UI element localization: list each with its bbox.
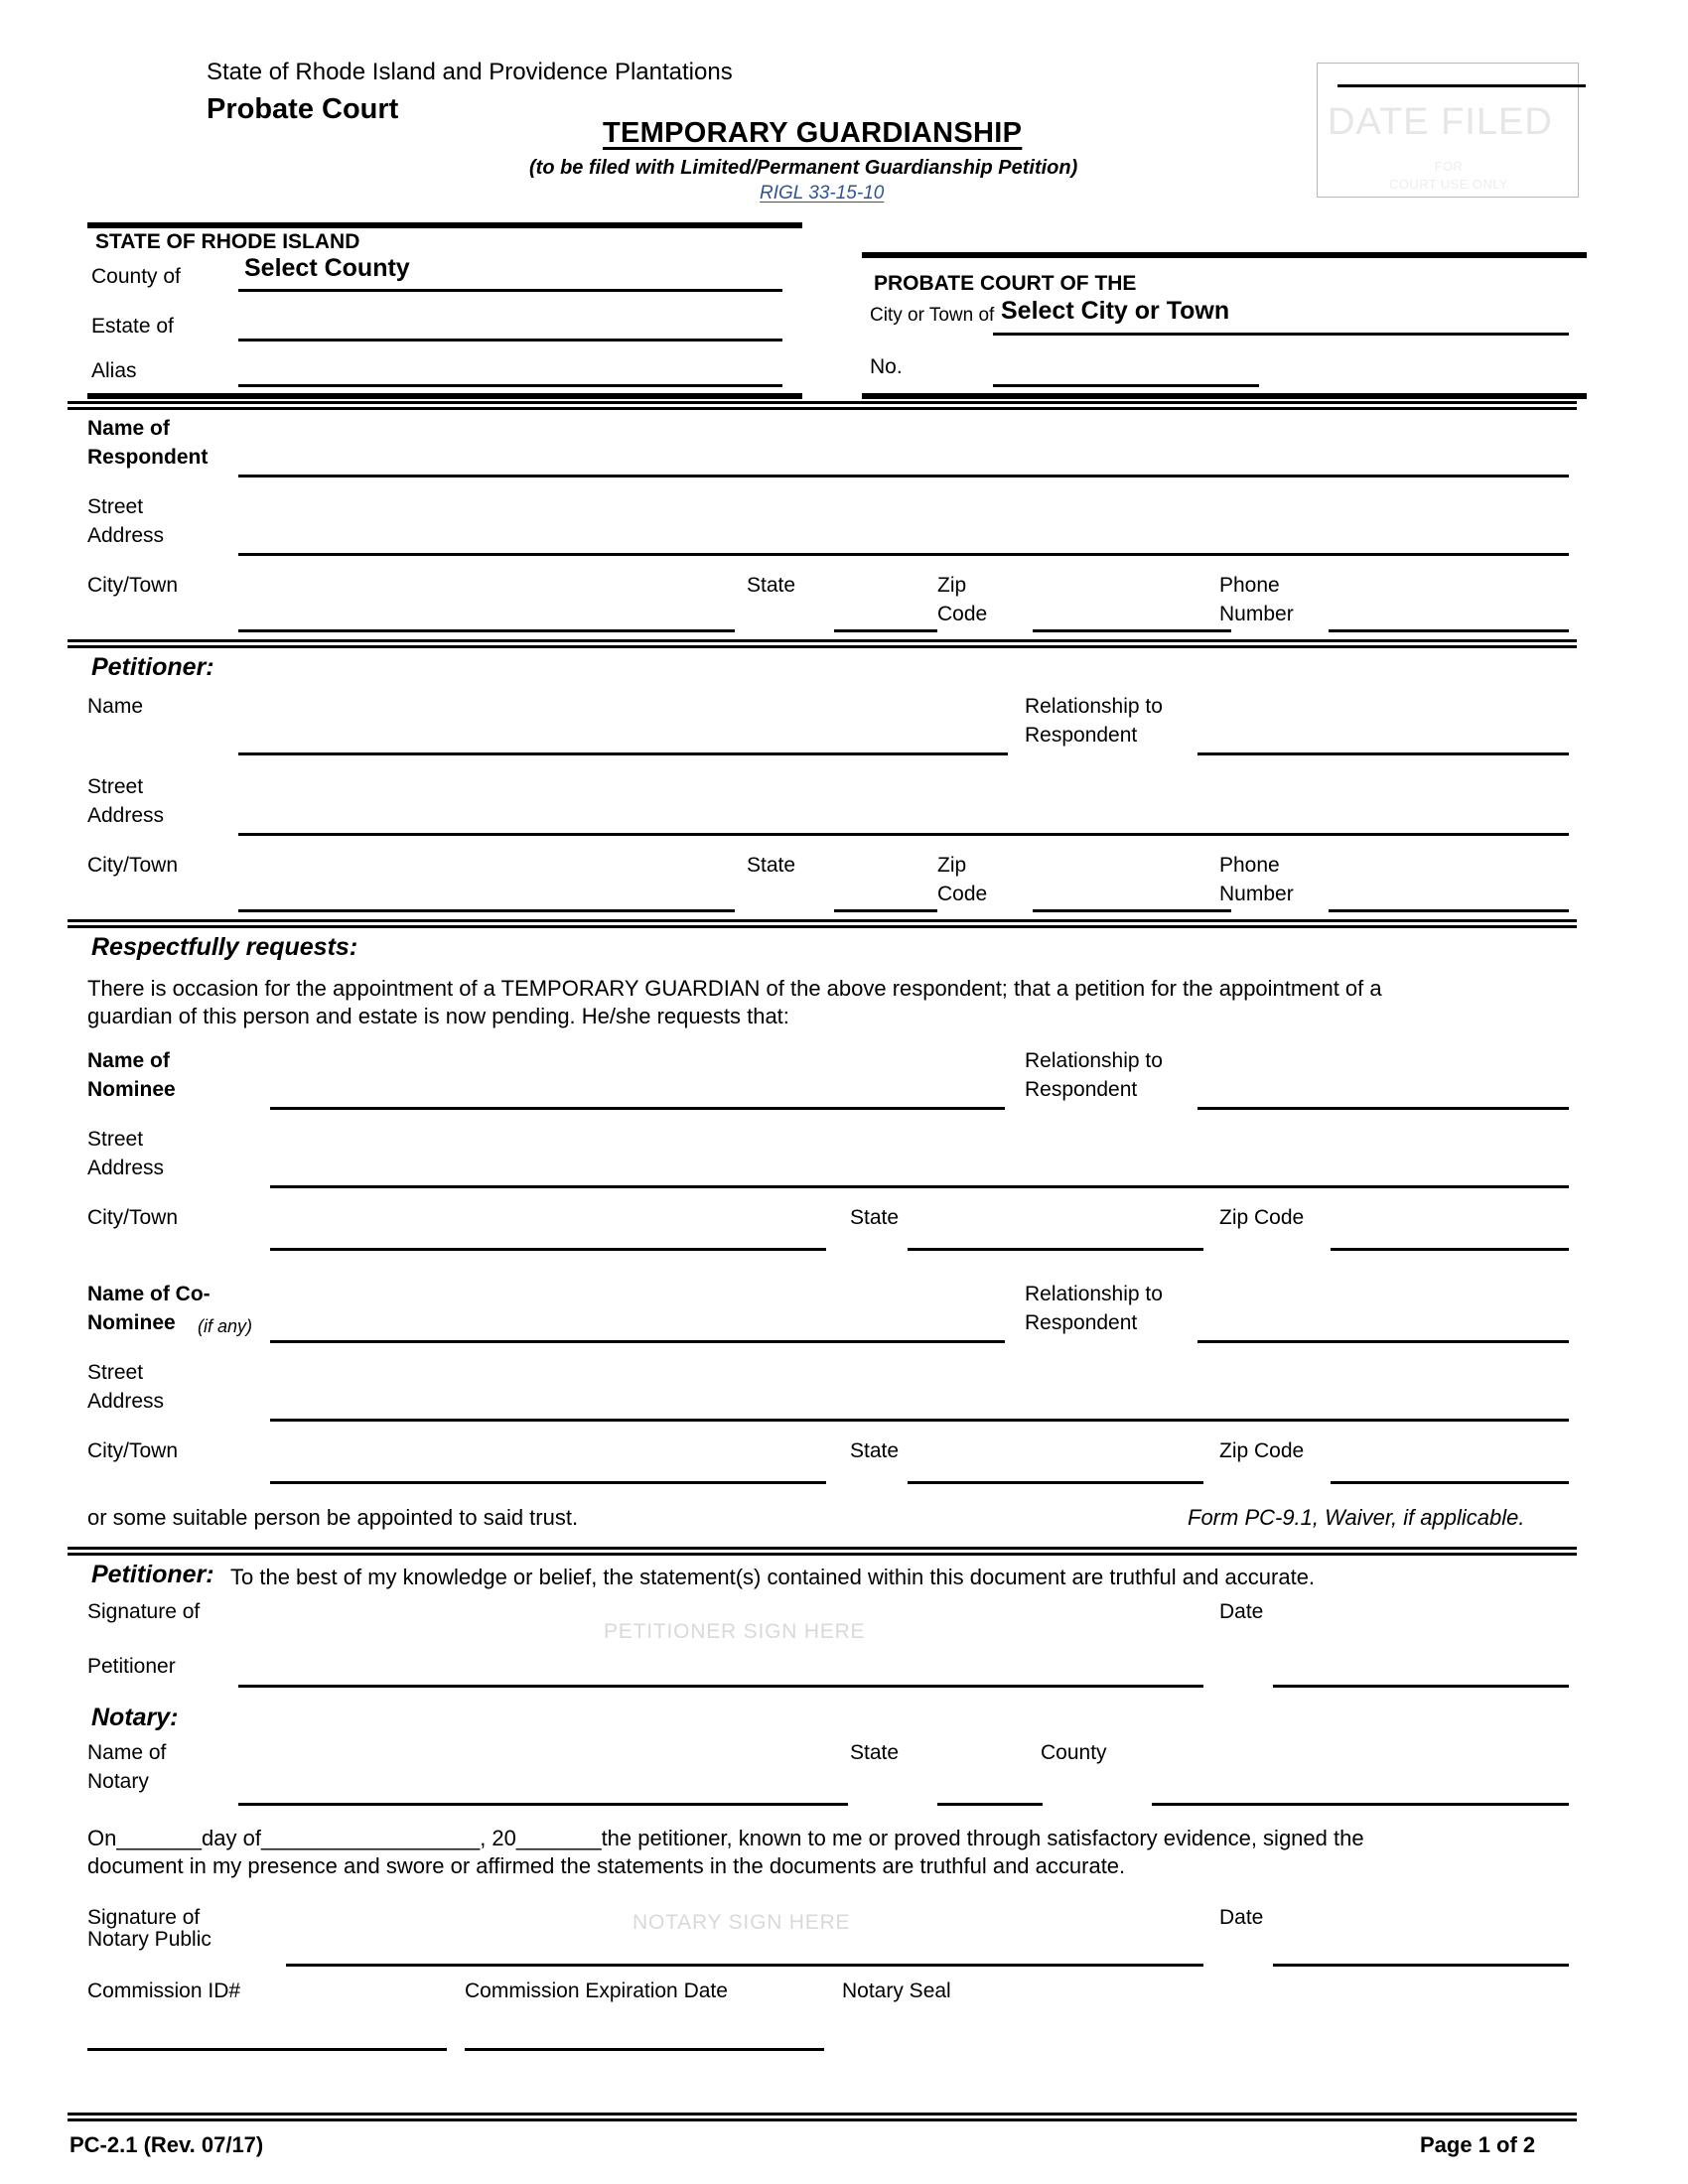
requests-heading: Respectfully requests:: [91, 933, 358, 961]
caption-state-heading: STATE OF RHODE ISLAND: [95, 230, 360, 253]
petitioner-city-fill-line[interactable]: [238, 909, 735, 912]
caption-court-heading: PROBATE COURT OF THE: [874, 272, 1137, 295]
respondent-zip-label-1: Zip: [937, 574, 967, 597]
county-fill-line[interactable]: [238, 289, 782, 292]
petitioner-zip-label-2: Code: [937, 883, 988, 905]
petitioner-name-label: Name: [87, 695, 144, 718]
attestation-heading: Petitioner:: [91, 1561, 214, 1588]
requests-body-line-2: guardian of this person and estate is now pending. He/she requests that:: [87, 1004, 789, 1028]
nominee-city-label: City/Town: [87, 1206, 179, 1229]
requests-closing-right: Form PC-9.1, Waiver, if applicable.: [1188, 1505, 1525, 1530]
caption-left-bottom-rule: [87, 393, 802, 399]
notary-signature-placeholder[interactable]: NOTARY SIGN HERE: [633, 1911, 851, 1934]
notary-name-fill-line[interactable]: [238, 1803, 848, 1806]
respondent-city-label: City/Town: [87, 574, 179, 597]
notary-body-tail: the petitioner, known to me or proved through satisfactory evidence, signed the: [601, 1826, 1364, 1850]
respondent-name-label-2: Respondent: [87, 446, 209, 469]
alias-fill-line[interactable]: [238, 384, 782, 387]
nominee-street-fill-line[interactable]: [270, 1185, 1569, 1188]
nominee-name-fill-line[interactable]: [270, 1107, 1005, 1110]
notary-seal-label: Notary Seal: [842, 1979, 951, 2002]
notary-date-fill-line[interactable]: [1273, 1964, 1569, 1967]
respondent-zip-label-2: Code: [937, 603, 988, 625]
date-filed-box: [1317, 63, 1579, 198]
estate-label: Estate of: [91, 315, 174, 338]
petitioner-street-label-2: Address: [87, 804, 165, 827]
court-heading: Probate Court: [207, 93, 399, 125]
notary-body-line-1: [87, 1825, 1364, 1852]
county-label: County of: [91, 265, 181, 288]
court-use-line-2: COURT USE ONLY: [1389, 177, 1508, 192]
attestation-statement: To the best of my knowledge or belief, the statement(s) contained within this document are truthful and accurate.: [230, 1565, 1316, 1589]
co-nominee-street-fill-line[interactable]: [270, 1419, 1569, 1422]
city-or-town-value[interactable]: Select City or Town: [1001, 297, 1230, 325]
notary-signature-fill-line[interactable]: [286, 1964, 1203, 1967]
nominee-state-label: State: [850, 1206, 900, 1229]
petitioner-signature-label-1: Signature of: [87, 1600, 201, 1623]
co-nominee-state-label: State: [850, 1439, 900, 1462]
petitioner-relationship-label-2: Respondent: [1025, 724, 1138, 747]
respondent-phone-label-2: Number: [1219, 603, 1294, 625]
respondent-state-label: State: [747, 574, 796, 597]
notary-name-label-2: Notary: [87, 1770, 149, 1793]
co-nominee-city-label: City/Town: [87, 1439, 179, 1462]
caption-right-bottom-rule: [862, 393, 1587, 399]
date-filed-rule: [1337, 84, 1586, 87]
petitioner-street-fill-line[interactable]: [238, 833, 1569, 836]
notary-state-label: State: [850, 1741, 900, 1764]
notary-body-line-2: document in my presence and swore or affirmed the statements in the documents are truthful and accurate.: [87, 1853, 1126, 1878]
co-nominee-state-fill-line[interactable]: [908, 1481, 1203, 1484]
co-nominee-street-label-2: Address: [87, 1390, 165, 1413]
commission-expiration-label: Commission Expiration Date: [465, 1979, 728, 2002]
statute-citation[interactable]: RIGL 33-15-10: [760, 183, 885, 204]
notary-county-label: County: [1041, 1741, 1107, 1764]
petitioner-phone-label-1: Phone: [1219, 854, 1280, 877]
respondent-phone-label-1: Phone: [1219, 574, 1280, 597]
notary-blank-month[interactable]: __________________: [260, 1826, 481, 1850]
petitioner-signature-placeholder[interactable]: PETITIONER SIGN HERE: [604, 1620, 866, 1643]
form-subtitle: (to be filed with Limited/Permanent Guardianship Petition): [529, 157, 1078, 179]
petitioner-state-fill-line[interactable]: [834, 909, 937, 912]
co-nominee-relationship-label-1: Relationship to: [1025, 1283, 1163, 1305]
page-number: Page 1 of 2: [1420, 2132, 1536, 2157]
petitioner-date-label: Date: [1219, 1600, 1264, 1623]
co-nominee-zip-label: Zip Code: [1219, 1439, 1305, 1462]
court-use-line-1: FOR: [1434, 159, 1464, 174]
caption-right-top-rule: [862, 252, 1587, 258]
co-nominee-street-label-1: Street: [87, 1361, 144, 1384]
nominee-relationship-label-2: Respondent: [1025, 1078, 1138, 1101]
petitioner-signature-fill-line[interactable]: [238, 1685, 1203, 1688]
petitioner-zip-label-1: Zip: [937, 854, 967, 877]
petitioner-street-label-1: Street: [87, 775, 144, 798]
nominee-zip-label: Zip Code: [1219, 1206, 1305, 1229]
date-filed-label: DATE FILED: [1328, 101, 1553, 143]
petitioner-zip-fill-line[interactable]: [1033, 909, 1231, 912]
nominee-state-fill-line[interactable]: [908, 1248, 1203, 1251]
nominee-street-label-2: Address: [87, 1157, 165, 1179]
notary-state-fill-line[interactable]: [937, 1803, 1043, 1806]
requests-body-line-1: There is occasion for the appointment of a TEMPORARY GUARDIAN of the above respondent; that a petition for the appointment of a: [87, 976, 1382, 1001]
nominee-street-label-1: Street: [87, 1128, 144, 1151]
respondent-phone-fill-line[interactable]: [1329, 629, 1569, 632]
co-nominee-zip-fill-line[interactable]: [1331, 1481, 1569, 1484]
requests-section-top-rule: [68, 919, 1577, 928]
petitioner-heading: Petitioner:: [91, 653, 214, 681]
nominee-name-label-2: Nominee: [87, 1078, 176, 1101]
co-nominee-city-fill-line[interactable]: [270, 1481, 826, 1484]
co-nominee-name-label-note: (if any): [198, 1316, 253, 1336]
petitioner-state-label: State: [747, 854, 796, 877]
respondent-street-label-2: Address: [87, 524, 165, 547]
petitioner-phone-label-2: Number: [1219, 883, 1294, 905]
notary-signature-label-2: Notary Public: [87, 1928, 211, 1951]
notary-county-fill-line[interactable]: [1152, 1803, 1569, 1806]
petitioner-city-label: City/Town: [87, 854, 179, 877]
nominee-city-fill-line[interactable]: [270, 1248, 826, 1251]
co-nominee-name-label-1: Name of Co-: [87, 1283, 211, 1305]
petitioner-phone-fill-line[interactable]: [1329, 909, 1569, 912]
notary-body-year: , 20: [480, 1826, 516, 1850]
petitioner-relationship-fill-line[interactable]: [1197, 752, 1569, 755]
petitioner-section-top-rule: [68, 639, 1577, 648]
petitioner-relationship-label-1: Relationship to: [1025, 695, 1163, 718]
notary-body-dayof: day of: [202, 1826, 261, 1850]
co-nominee-relationship-fill-line[interactable]: [1197, 1340, 1569, 1343]
respondent-street-label-1: Street: [87, 495, 144, 518]
estate-fill-line[interactable]: [238, 339, 782, 341]
city-or-town-label: City or Town of: [870, 305, 995, 326]
case-number-label: No.: [870, 355, 903, 378]
nominee-zip-fill-line[interactable]: [1331, 1248, 1569, 1251]
petitioner-date-fill-line[interactable]: [1273, 1685, 1569, 1688]
respondent-city-fill-line[interactable]: [238, 629, 735, 632]
state-heading: State of Rhode Island and Providence Plantations: [207, 59, 733, 85]
commission-id-label: Commission ID#: [87, 1979, 241, 2002]
notary-date-label: Date: [1219, 1906, 1264, 1929]
commission-id-fill-line[interactable]: [87, 2048, 447, 2051]
respondent-zip-fill-line[interactable]: [1033, 629, 1231, 632]
attestation-section-top-rule: [68, 1547, 1577, 1556]
form-title: TEMPORARY GUARDIANSHIP: [603, 117, 1023, 149]
alias-label: Alias: [91, 359, 137, 382]
co-nominee-name-label-2: Nominee: [87, 1311, 176, 1334]
notary-name-label-1: Name of: [87, 1741, 167, 1764]
commission-expiration-fill-line[interactable]: [465, 2048, 824, 2051]
notary-signature-label-1: Signature of: [87, 1906, 201, 1929]
respondent-name-label-1: Name of: [87, 417, 170, 440]
petitioner-name-fill-line[interactable]: [238, 752, 1008, 755]
co-nominee-relationship-label-2: Respondent: [1025, 1311, 1138, 1334]
requests-closing-left: or some suitable person be appointed to said trust.: [87, 1505, 579, 1530]
notary-blank-year[interactable]: _______: [515, 1826, 602, 1850]
nominee-name-label-1: Name of: [87, 1049, 170, 1072]
nominee-relationship-fill-line[interactable]: [1197, 1107, 1569, 1110]
footer-rule: [68, 2113, 1577, 2121]
petitioner-signature-label-2: Petitioner: [87, 1655, 176, 1678]
co-nominee-name-fill-line[interactable]: [270, 1340, 1005, 1343]
case-number-fill-line[interactable]: [993, 384, 1259, 387]
notary-heading: Notary:: [91, 1704, 179, 1731]
notary-body-on: On: [87, 1826, 117, 1850]
city-or-town-fill-line[interactable]: [993, 333, 1569, 336]
respondent-name-fill-line[interactable]: [238, 475, 1569, 478]
nominee-relationship-label-1: Relationship to: [1025, 1049, 1163, 1072]
notary-blank-day[interactable]: _______: [116, 1826, 203, 1850]
county-value[interactable]: Select County: [244, 254, 410, 282]
form-id: PC-2.1 (Rev. 07/17): [70, 2132, 264, 2157]
respondent-state-fill-line[interactable]: [834, 629, 937, 632]
respondent-street-fill-line[interactable]: [238, 553, 1569, 556]
respondent-section-top-rule: [68, 401, 1577, 410]
